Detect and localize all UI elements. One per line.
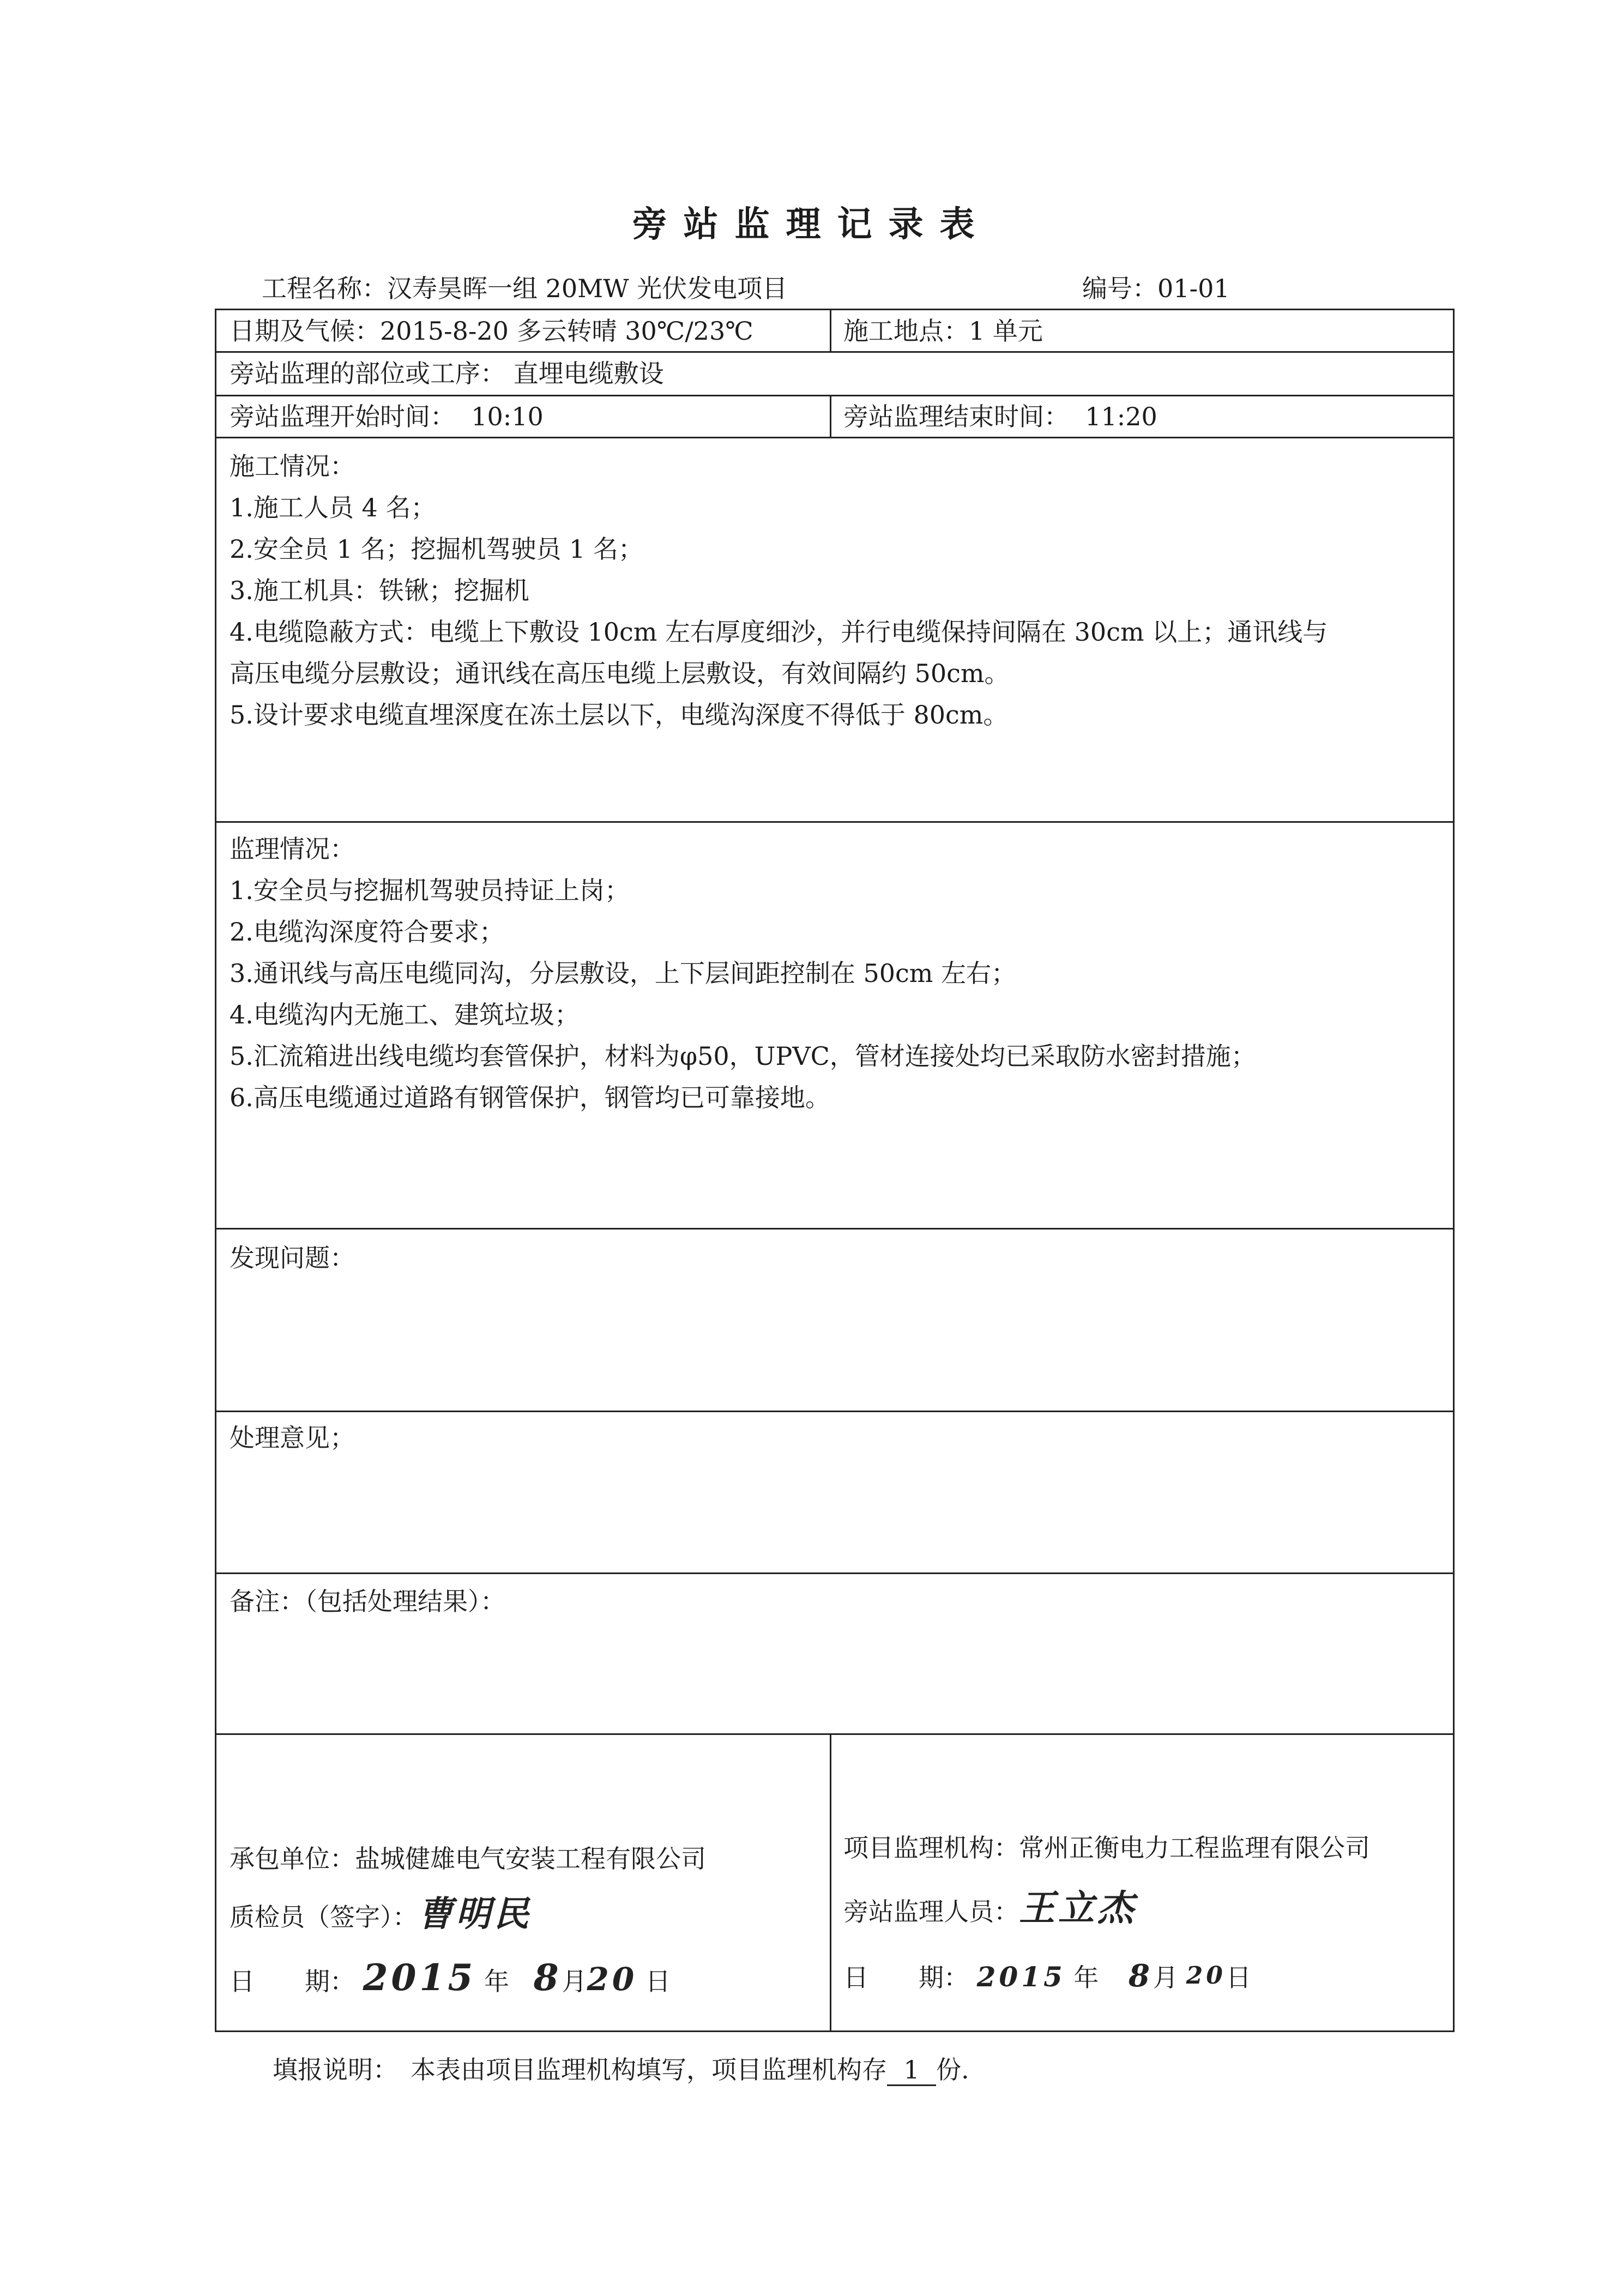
site-value: 1 单元: [969, 316, 1043, 346]
row-divider: [216, 1572, 1453, 1574]
site-label: 施工地点：: [843, 316, 969, 346]
copies-count: 1: [887, 2055, 936, 2086]
row-divider: [216, 1733, 1453, 1735]
date-weather-label: 日期及气候：: [230, 316, 380, 346]
contractor-date-day: 20: [587, 1961, 638, 1998]
supervisor-signature: 王立杰: [1019, 1887, 1137, 1929]
record-table: [215, 309, 1455, 2032]
start-value: 10:10: [471, 402, 544, 431]
site-cell: [843, 313, 1043, 349]
construction-line: 3.施工机具：铁锹；挖掘机: [230, 576, 529, 605]
column-divider: [830, 310, 831, 351]
supervisor-person: [843, 1887, 1137, 1929]
supervision-line: 6.高压电缆通过道路有钢管保护，钢管均已可靠接地。: [230, 1083, 830, 1112]
construction-line: 高压电缆分层敷设；通讯线在高压电缆上层敷设，有效间隔约 50cm。: [230, 659, 1010, 688]
supervisor-date: [843, 1960, 1251, 1994]
construction-line: 5.设计要求电缆直埋深度在冻土层以下，电缆沟深度不得低于 80cm。: [230, 700, 1009, 730]
row-divider: [216, 437, 1453, 438]
date-weather-cell: [230, 313, 753, 349]
day-char: 日: [1226, 1963, 1251, 1992]
month-char: 月: [562, 1967, 587, 1996]
supervisor-date-year: 2015: [976, 1961, 1066, 1993]
supervisor-date-label: 日 期：: [843, 1963, 969, 1992]
inspector-signature: 曹明民: [418, 1894, 532, 1935]
remarks-heading: 备注：（包括处理结果）：: [230, 1587, 505, 1616]
row-divider: [216, 1411, 1453, 1412]
contractor-unit-label: 承包单位：: [230, 1844, 355, 1873]
supervision-line: 1.安全员与挖掘机驾驶员持证上岗；: [230, 876, 630, 905]
construction-line: 2.安全员 1 名；挖掘机驾驶员 1 名；: [230, 534, 643, 564]
supervision-line: 2.电缆沟深度符合要求；: [230, 917, 504, 947]
contractor-date-year: 2015: [363, 1956, 476, 1999]
row-divider: [216, 395, 1453, 396]
supervision-section: [230, 828, 1256, 1118]
inspector-label: 质检员（签字）：: [230, 1902, 418, 1932]
form-number: 01-01: [1157, 274, 1230, 303]
part-cell: [230, 355, 664, 391]
construction-line: 4.电缆隐蔽方式：电缆上下敷设 10cm 左右厚度细沙，并行电缆保持间隔在 30cm 以上；通讯线与: [230, 617, 1328, 647]
note-suffix: 份.: [936, 2055, 969, 2084]
day-char: 日: [645, 1967, 671, 1996]
handling-heading: 处理意见；: [230, 1423, 355, 1453]
handling-section: [230, 1417, 355, 1459]
month-char: 月: [1153, 1963, 1179, 1992]
date-weather-value: 2015-8-20 多云转晴 30℃/23℃: [380, 316, 753, 346]
supervision-heading: 监理情况：: [230, 834, 355, 864]
supervisor-person-label: 旁站监理人员：: [843, 1897, 1019, 1926]
remarks-section: [230, 1581, 505, 1622]
project-name: 汉寿昊晖一组 20MW 光伏发电项目: [387, 274, 788, 303]
construction-section: [230, 445, 1328, 736]
project-name-line: [262, 269, 787, 305]
issues-heading: 发现问题：: [230, 1243, 355, 1273]
supervisor-org: [843, 1831, 1370, 1864]
contractor-date-month: 8: [533, 1956, 562, 1999]
supervision-line: 4.电缆沟内无施工、建筑垃圾；: [230, 1000, 580, 1029]
column-divider: [830, 1733, 831, 2030]
year-char: 年: [484, 1967, 509, 1996]
number-label: 编号：: [1082, 274, 1157, 303]
page-title: 旁站监理记录表: [632, 204, 991, 245]
contractor-inspector: [230, 1894, 532, 1935]
construction-line: 1.施工人员 4 名；: [230, 493, 436, 522]
column-divider: [830, 395, 831, 437]
end-time-cell: [843, 399, 1157, 435]
end-value: 11:20: [1085, 402, 1157, 431]
row-divider: [216, 351, 1453, 353]
project-label: 工程名称：: [262, 274, 387, 303]
note-prefix: 填报说明： 本表由项目监理机构填写，项目监理机构存: [273, 2055, 887, 2084]
supervisor-org-label: 项目监理机构：: [843, 1833, 1019, 1863]
supervision-line: 5.汇流箱进出线电缆均套管保护，材料为φ50，UPVC，管材连接处均已采取防水密封措施；: [230, 1041, 1256, 1071]
supervision-line: 3.通讯线与高压电缆同沟，分层敷设，上下层间距控制在 50cm 左右；: [230, 959, 1017, 988]
construction-heading: 施工情况：: [230, 451, 355, 481]
fill-instructions: [273, 2050, 969, 2086]
issues-section: [230, 1237, 355, 1279]
year-char: 年: [1073, 1963, 1099, 1992]
row-divider: [216, 821, 1453, 823]
contractor-date-label: 日 期：: [230, 1967, 355, 1996]
end-label: 旁站监理结束时间：: [843, 402, 1069, 431]
start-time-cell: [230, 399, 544, 435]
part-value: 直埋电缆敷设: [513, 359, 664, 388]
supervisor-date-day: 20: [1186, 1962, 1226, 1990]
supervisor-date-month: 8: [1129, 1958, 1154, 1994]
form-number-line: [1082, 269, 1230, 305]
contractor-unit-name: 盐城健雄电气安装工程有限公司: [355, 1844, 706, 1873]
supervisor-org-name: 常州正衡电力工程监理有限公司: [1019, 1833, 1370, 1863]
contractor-date: [230, 1956, 671, 1999]
row-divider: [216, 1228, 1453, 1230]
contractor-unit: [230, 1842, 706, 1875]
part-label: 旁站监理的部位或工序：: [230, 359, 505, 388]
start-label: 旁站监理开始时间：: [230, 402, 455, 431]
